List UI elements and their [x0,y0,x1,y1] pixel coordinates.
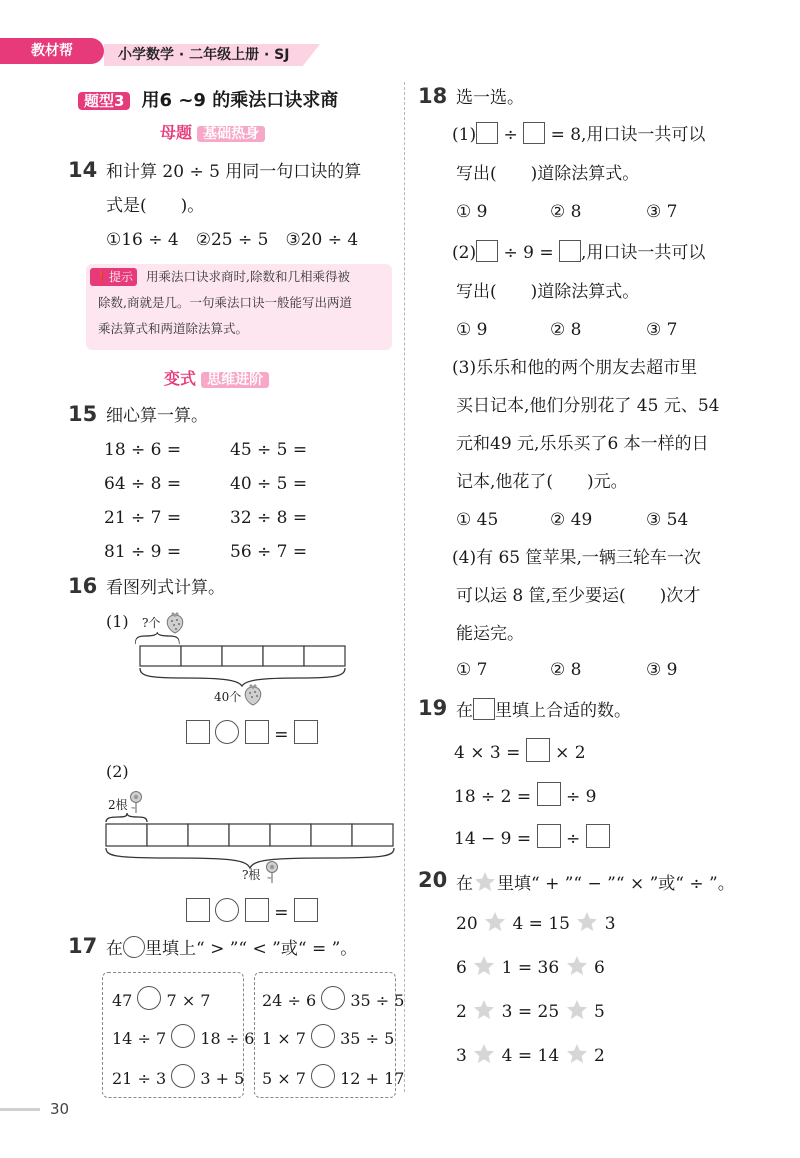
q20-row: 2 3 = 25 5 [456,998,605,1024]
answer-box[interactable] [294,720,318,744]
page-number: 30 [50,1100,70,1118]
q15-item: 21 ÷ 7 = [104,508,182,528]
variant-header [164,368,269,390]
q17-item: 14 ÷ 7 18 ÷ 6 [112,1024,254,1051]
operator-circle[interactable] [215,720,239,744]
q20-title: 在 里填“ + ”“ − ”“ × ”或“ ÷ ”。 [456,870,735,896]
q16-title: 看图列式计算。 [106,578,225,598]
answer-box[interactable] [476,240,498,262]
q17-item: 1 × 7 35 ÷ 5 [262,1024,394,1051]
q18-opt: ② 8 [550,320,582,340]
box-placeholder-icon [473,698,495,720]
mother-header [160,122,265,144]
q18-sub4-line: 能运完。 [456,624,524,644]
q18-sub4-line: (4)有 65 筐苹果,一辆三轮车一次 [452,548,701,568]
q16-part2-diagram [102,812,402,874]
operator-star[interactable] [565,1042,589,1066]
variant-sub: 思维进阶 [201,372,269,388]
answer-box[interactable] [526,738,550,762]
section-header [78,86,338,112]
q15-item: 64 ÷ 8 = [104,474,182,494]
q16-part1-top-label: ?个 [142,616,161,630]
q18-opt: ③ 54 [646,510,689,530]
tip-line3: 乘法算式和两道除法算式。 [98,321,249,336]
q16-part2-bottom-label: ?根 [242,868,261,882]
answer-box[interactable] [537,824,561,848]
answer-box[interactable] [476,122,498,144]
mother-sub: 基础热身 [197,126,265,142]
q18-sub3-line: 元和49 元,乐乐买了6 本一样的日 [456,434,709,454]
q15-item: 18 ÷ 6 = [104,440,182,460]
variant-tag: 变式 [164,369,197,388]
answer-box[interactable] [586,824,610,848]
section-tag: 题型3 [78,92,130,110]
q17-item: 21 ÷ 3 3 + 5 [112,1064,244,1091]
tip-label: ❗提示 [90,268,137,286]
operator-star[interactable] [472,1042,496,1066]
q19-row: 14 − 9 = ÷ [454,824,610,851]
q15-item: 56 ÷ 7 = [230,542,308,562]
q18-sub3-line: 买日记本,他们分别花了 45 元、54 [456,396,720,416]
q14-options: ①16 ÷ 4 ②25 ÷ 5 ③20 ÷ 4 [106,230,359,250]
answer-box[interactable] [186,720,210,744]
compare-circle[interactable] [171,1024,195,1048]
q17-item: 47 7 × 7 [112,986,210,1013]
flower-icon [128,790,144,814]
q18-sub2-line2: 写出( )道除法算式。 [456,282,640,302]
q18-opt: ② 8 [550,202,582,222]
compare-circle[interactable] [137,986,161,1010]
mother-tag: 母题 [160,123,193,142]
q18-opt: ① 9 [456,202,488,222]
q18-opt: ① 45 [456,510,499,530]
q18-opt: ③ 7 [646,202,678,222]
compare-circle[interactable] [321,986,345,1010]
q18-sub2-line1: (2) ÷ 9 = ,用口诀一共可以 [452,240,705,265]
column-divider [404,82,405,1092]
q18-sub4-line: 可以运 8 筐,至少要运( )次才 [456,586,701,606]
q14-line1: 和计算 20 ÷ 5 用同一句口诀的算 [106,162,362,182]
q20-row: 3 4 = 14 2 [456,1042,605,1068]
answer-box[interactable] [245,720,269,744]
book-title: 小学数学 · 二年级上册 · SJ [118,47,290,63]
brand-logo: 教材帮 [0,38,104,64]
q20-row: 20 4 = 15 3 [456,910,616,936]
q14-number: 14 [68,158,98,182]
answer-box[interactable] [245,898,269,922]
q19-number: 19 [418,696,448,720]
q16-part2-top-label: 2根 [108,798,128,812]
q15-item: 40 ÷ 5 = [230,474,308,494]
operator-star[interactable] [472,998,496,1022]
operator-star[interactable] [483,910,507,934]
q20-number: 20 [418,868,448,892]
q17-title: 在 里填上“ > ”“ < ”或“ = ”。 [106,936,357,961]
star-placeholder-icon [473,870,497,894]
q18-sub3-line: (3)乐乐和他的两个朋友去超市里 [452,358,698,378]
answer-box[interactable] [186,898,210,922]
q17-number: 17 [68,934,98,958]
q19-row: 18 ÷ 2 = ÷ 9 [454,782,596,809]
q15-title: 细心算一算。 [106,406,208,426]
circle-placeholder-icon [123,936,145,958]
q16-part2-label: (2) [106,762,129,781]
strawberry-icon [242,682,264,706]
q16-part2-equation [186,898,318,925]
tip-line1: 用乘法口诀求商时,除数和几相乘得被 [146,269,350,284]
q18-opt: ③ 7 [646,320,678,340]
q18-sub1-line2: 写出( )道除法算式。 [456,164,640,184]
footer-rule [0,1108,40,1111]
q15-item: 81 ÷ 9 = [104,542,182,562]
compare-circle[interactable] [311,1064,335,1088]
q18-sub3-line: 记本,他花了( )元。 [456,472,628,492]
answer-box[interactable] [294,898,318,922]
operator-star[interactable] [575,910,599,934]
answer-box[interactable] [523,122,545,144]
q16-part1-label: (1) [106,612,129,631]
operator-star[interactable] [472,954,496,978]
compare-circle[interactable] [311,1024,335,1048]
equals-sign: = [274,725,289,745]
answer-box[interactable] [559,240,581,262]
q18-opt: ① 9 [456,320,488,340]
operator-star[interactable] [565,998,589,1022]
q17-item: 5 × 7 12 + 17 [262,1064,404,1091]
q18-opt: ② 8 [550,660,582,680]
flower-icon [264,860,280,884]
operator-star[interactable] [565,954,589,978]
q19-title: 在 里填上合适的数。 [456,698,631,723]
q18-sub1-line1: (1) ÷ = 8,用口诀一共可以 [452,122,705,147]
q16-part1-equation [186,720,318,747]
equals-sign: = [274,903,289,923]
q15-item: 32 ÷ 8 = [230,508,308,528]
q15-number: 15 [68,402,98,426]
q18-title: 选一选。 [456,88,524,108]
q15-item: 45 ÷ 5 = [230,440,308,460]
tip-icon: ❗ [94,270,109,284]
operator-circle[interactable] [215,898,239,922]
q17-item: 24 ÷ 6 35 ÷ 5 [262,986,404,1013]
section-title: 用6 ~9 的乘法口诀求商 [141,90,339,111]
tip-line2: 除数,商就是几。一句乘法口诀一般能写出两道 [98,295,352,310]
q18-opt: ② 49 [550,510,593,530]
q14-line2: 式是( )。 [106,196,205,216]
answer-box[interactable] [537,782,561,806]
q18-opt: ① 7 [456,660,488,680]
q20-row: 6 1 = 36 6 [456,954,605,980]
q18-number: 18 [418,84,448,108]
q16-number: 16 [68,574,98,598]
q19-row: 4 × 3 = × 2 [454,738,586,765]
compare-circle[interactable] [171,1064,195,1088]
q18-opt: ③ 9 [646,660,678,680]
q16-part1-bottom-label: 40个 [214,690,242,704]
